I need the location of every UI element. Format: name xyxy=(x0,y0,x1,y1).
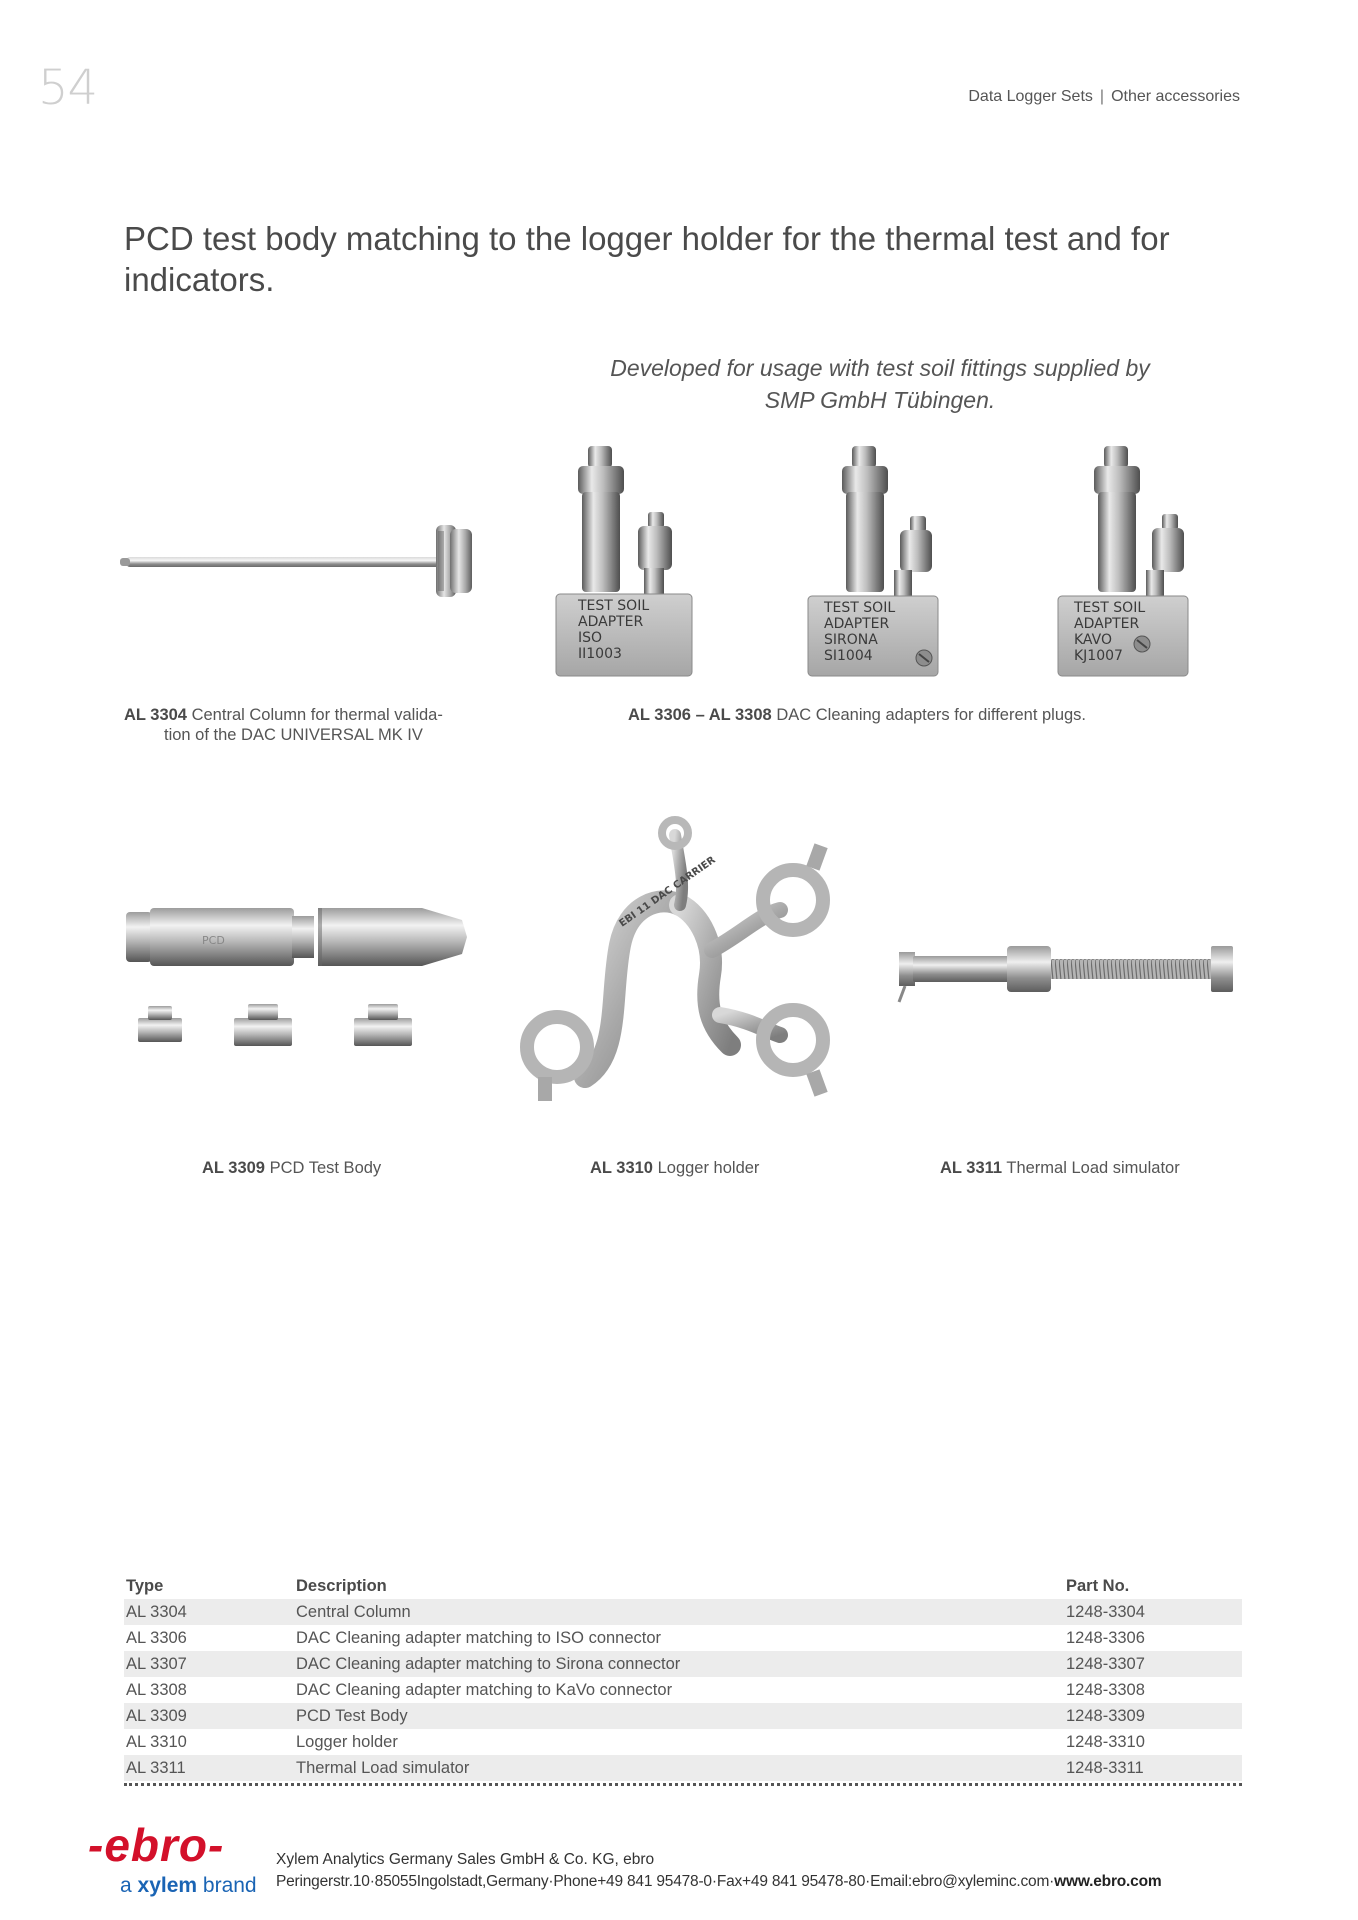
caption-al3311-code: AL 3311 xyxy=(940,1159,1003,1177)
adapter-iso-label-3: ISO xyxy=(578,630,603,646)
adapter-sirona-photo xyxy=(790,444,950,684)
caption-al3310-code: AL 3310 xyxy=(590,1159,653,1177)
caption-al3304-line1: Central Column for thermal valida- xyxy=(191,706,443,724)
header-breadcrumb xyxy=(968,88,1240,106)
logger-holder-photo xyxy=(510,815,850,1125)
cell-type: AL 3311 xyxy=(126,1759,186,1777)
brand-name: xylem xyxy=(137,1874,198,1897)
cell-part-no: 1248-3311 xyxy=(1066,1759,1144,1777)
adapter-iso-label-4: II1003 xyxy=(578,646,622,662)
adapter-iso-label-2: ADAPTER xyxy=(578,614,644,630)
adapter-sirona-label-3: SIRONA xyxy=(824,632,878,648)
cell-type: AL 3310 xyxy=(126,1733,187,1751)
table-dotted-rule xyxy=(124,1783,1242,1786)
adapter-kavo-label-1: TEST SOIL xyxy=(1074,600,1146,616)
table-row xyxy=(124,1677,1242,1703)
cell-part-no: 1248-3307 xyxy=(1066,1655,1145,1673)
caption-al3304-code: AL 3304 xyxy=(124,706,187,724)
cell-part-no: 1248-3310 xyxy=(1066,1733,1145,1751)
table-row xyxy=(124,1729,1242,1755)
supplier-note-line1: Developed for usage with test soil fittings supplied by xyxy=(610,355,1150,381)
parts-table xyxy=(124,1573,1242,1786)
cell-description: DAC Cleaning adapter matching to ISO connector xyxy=(296,1629,662,1647)
column-header-type: Type xyxy=(126,1577,164,1595)
table-row xyxy=(124,1625,1242,1651)
thermal-load-simulator-photo xyxy=(895,940,1235,1010)
cell-type: AL 3307 xyxy=(126,1655,187,1673)
footer-address-text: Peringerstr.10·85055Ingolstadt,Germany·Phone+49 841 95478-0·Fax+49 841 95478-80·Email:ebro@xyleminc.com· xyxy=(276,1873,1055,1890)
supplier-note-line2: SMP GmbH Tübingen. xyxy=(764,387,996,413)
column-header-description: Description xyxy=(296,1577,387,1595)
caption-al3309-text: PCD Test Body xyxy=(269,1159,382,1177)
cell-description: Central Column xyxy=(296,1603,411,1621)
xylem-brand-line xyxy=(120,1874,257,1898)
cell-part-no: 1248-3308 xyxy=(1066,1681,1145,1699)
adapter-kavo-label-3: KAVO xyxy=(1074,632,1112,648)
breadcrumb-section: Data Logger Sets xyxy=(968,88,1093,105)
cell-description: Logger holder xyxy=(296,1733,398,1751)
caption-al3310-text: Logger holder xyxy=(657,1159,760,1177)
caption-al3306-3308-text: DAC Cleaning adapters for different plugs. xyxy=(776,706,1087,724)
cell-description: Thermal Load simulator xyxy=(296,1759,470,1777)
caption-al3310 xyxy=(590,1158,759,1178)
cell-part-no: 1248-3309 xyxy=(1066,1707,1145,1725)
caption-al3304 xyxy=(124,705,504,745)
column-header-part-no: Part No. xyxy=(1066,1577,1130,1595)
adapter-kavo-label-2: ADAPTER xyxy=(1074,616,1140,632)
pcd-test-body-photo xyxy=(122,900,482,1060)
table-row xyxy=(124,1599,1242,1625)
caption-al3309-code: AL 3309 xyxy=(202,1159,265,1177)
caption-al3304-line2: tion of the DAC UNIVERSAL MK IV xyxy=(164,726,423,744)
caption-al3306-3308 xyxy=(628,705,1228,725)
breadcrumb-separator: | xyxy=(1099,88,1105,105)
footer-company: Xylem Analytics Germany Sales GmbH & Co. KG, ebro xyxy=(276,1851,655,1868)
caption-al3306-3308-code: AL 3306 – AL 3308 xyxy=(628,706,772,724)
footer-address xyxy=(276,1873,1161,1891)
cell-type: AL 3308 xyxy=(126,1681,187,1699)
breadcrumb-subsection: Other accessories xyxy=(1111,88,1240,105)
cell-type: AL 3304 xyxy=(126,1603,187,1621)
carrier-engraving: EBI 11 DAC CARRIER xyxy=(617,854,718,930)
table-row xyxy=(124,1703,1242,1729)
adapter-iso-photo xyxy=(548,444,708,684)
brand-prefix: a xyxy=(120,1874,138,1897)
page-headline: PCD test body matching to the logger holder for the thermal test and for indicators. xyxy=(124,220,1170,298)
adapter-sirona-label-2: ADAPTER xyxy=(824,616,890,632)
pcd-engraving: PCD xyxy=(202,934,225,947)
caption-al3311 xyxy=(940,1158,1180,1178)
adapter-sirona-label-4: SI1004 xyxy=(824,648,873,664)
cell-description: PCD Test Body xyxy=(296,1707,408,1725)
table-row xyxy=(124,1755,1242,1781)
brand-suffix: brand xyxy=(197,1874,257,1897)
supplier-note xyxy=(560,352,1200,416)
table-header-row xyxy=(124,1573,1242,1599)
ebro-logo: -ebro- xyxy=(88,1819,225,1871)
table-row xyxy=(124,1651,1242,1677)
cell-type: AL 3306 xyxy=(126,1629,187,1647)
cell-part-no: 1248-3304 xyxy=(1066,1603,1145,1621)
adapter-iso-label-1: TEST SOIL xyxy=(578,598,650,614)
caption-al3311-text: Thermal Load simulator xyxy=(1006,1159,1180,1177)
central-column-photo xyxy=(120,505,480,615)
adapter-kavo-label-4: KJ1007 xyxy=(1074,648,1123,664)
cell-description: DAC Cleaning adapter matching to KaVo connector xyxy=(296,1681,673,1699)
page-number: 54 xyxy=(38,60,98,116)
adapter-sirona-label-1: TEST SOIL xyxy=(824,600,896,616)
caption-al3309 xyxy=(202,1158,381,1178)
cell-type: AL 3309 xyxy=(126,1707,187,1725)
adapter-kavo-photo xyxy=(1040,444,1200,684)
cell-description: DAC Cleaning adapter matching to Sirona connector xyxy=(296,1655,681,1673)
footer-website-link[interactable]: www.ebro.com xyxy=(1054,1873,1162,1890)
cell-part-no: 1248-3306 xyxy=(1066,1629,1145,1647)
